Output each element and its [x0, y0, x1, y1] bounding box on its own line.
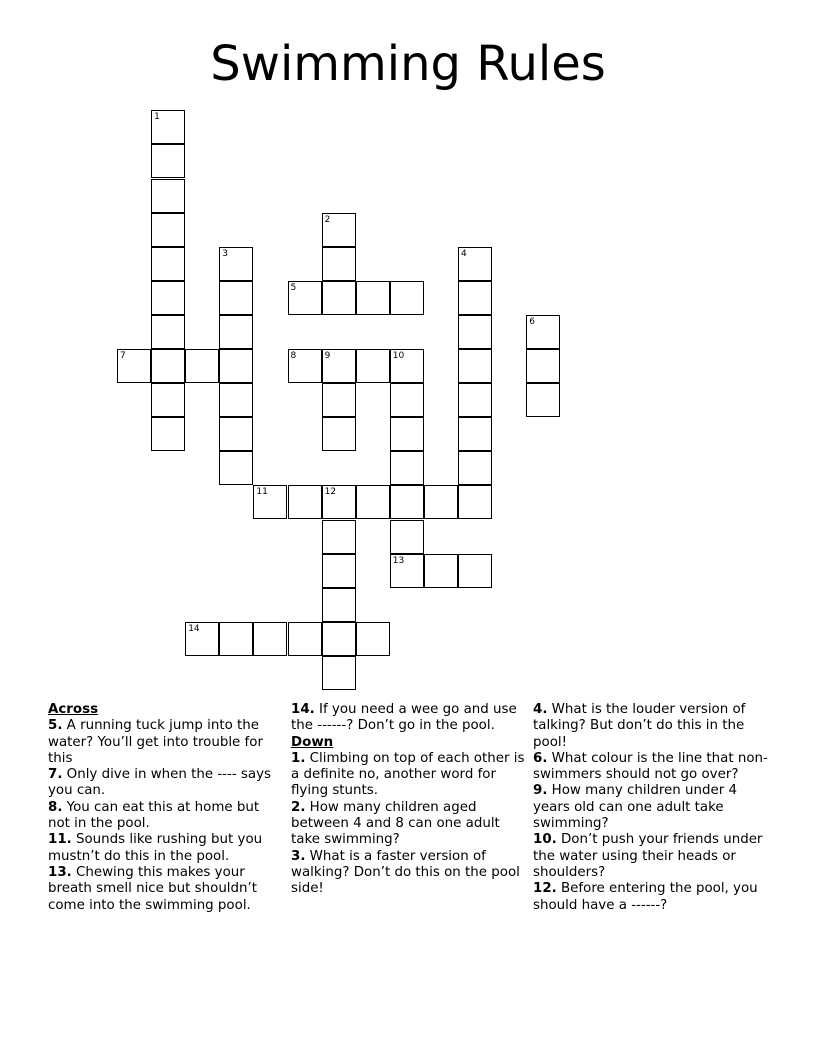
clue-number-7: 7	[120, 351, 126, 361]
crossword-cell[interactable]	[526, 349, 560, 383]
clue-item-number: 12.	[533, 881, 557, 897]
crossword-cell[interactable]	[458, 451, 492, 485]
clue-item	[533, 881, 769, 914]
crossword-cell[interactable]	[322, 281, 356, 315]
clue-item	[533, 702, 769, 751]
clue-number-14: 14	[188, 623, 200, 634]
clue-item	[48, 800, 284, 833]
crossword-cell[interactable]	[390, 520, 424, 554]
clue-item-text: Sounds like rushing but you mustn’t do this in the pool.	[48, 832, 263, 864]
crossword-cell[interactable]	[219, 451, 253, 485]
down-clue-list-continued	[533, 702, 769, 914]
clue-item	[48, 865, 284, 914]
crossword-cell[interactable]	[322, 520, 356, 554]
clue-number-11: 11	[256, 487, 268, 498]
clue-item-text: What is a faster version of walking? Don’t do this on the pool side!	[291, 848, 520, 897]
clue-item-number: 10.	[533, 832, 557, 848]
crossword-cell[interactable]	[458, 417, 492, 451]
crossword-cell[interactable]	[322, 417, 356, 451]
clue-number-13: 13	[392, 555, 405, 566]
clue-number-3: 3	[222, 248, 229, 259]
clue-item-number: 3.	[291, 848, 306, 864]
clue-item-number: 2.	[291, 799, 306, 815]
clue-number-5: 5	[290, 282, 297, 293]
crossword-cell[interactable]	[356, 281, 390, 315]
across-heading: Across	[48, 702, 99, 717]
crossword-cell[interactable]	[322, 588, 356, 622]
clue-item	[48, 718, 284, 767]
clue-item-number: 13.	[48, 864, 72, 880]
crossword-cell[interactable]	[390, 383, 424, 417]
across-clue-list-continued	[291, 702, 527, 735]
crossword-cell[interactable]	[458, 315, 492, 349]
clue-item	[291, 800, 527, 849]
crossword-cell[interactable]	[390, 417, 424, 451]
clue-item-text: Only dive in when the ---- says you can.	[48, 767, 272, 799]
crossword-cell[interactable]	[219, 349, 253, 383]
crossword-cell[interactable]	[151, 144, 185, 178]
clue-item-number: 14.	[291, 702, 315, 717]
clue-item-number: 4.	[533, 702, 548, 717]
clue-item-text: Before entering the pool, you should have a ------?	[533, 881, 758, 913]
crossword-cell[interactable]	[288, 485, 322, 519]
clue-item	[533, 832, 769, 881]
crossword-cell[interactable]	[151, 417, 185, 451]
crossword-cell[interactable]	[322, 247, 356, 281]
crossword-cell[interactable]	[424, 554, 458, 588]
clue-item-number: 11.	[48, 832, 72, 848]
clue-item-text: How many children under 4 years old can one adult take swimming?	[533, 783, 738, 832]
crossword-cell[interactable]	[322, 656, 356, 690]
crossword-cell[interactable]	[458, 485, 492, 519]
clue-number-10: 10	[392, 351, 405, 361]
clue-item-text: How many children aged between 4 and 8 can one adult take swimming?	[291, 799, 500, 848]
crossword-cell[interactable]	[151, 349, 185, 383]
clue-number-2: 2	[324, 214, 331, 225]
crossword-cell[interactable]	[219, 281, 253, 315]
clue-number-12: 12	[324, 487, 337, 498]
clue-number-4: 4	[461, 248, 467, 259]
clue-item-number: 8.	[48, 799, 63, 815]
crossword-cell[interactable]	[151, 247, 185, 281]
clue-number-1: 1	[154, 112, 160, 123]
clue-item-number: 6.	[533, 750, 548, 766]
clue-number-6: 6	[529, 316, 535, 327]
clue-item	[291, 751, 527, 800]
puzzle-title: Swimming Rules	[210, 36, 606, 92]
clue-item-number: 5.	[48, 718, 63, 734]
clues-column-2	[291, 702, 527, 898]
crossword-cell[interactable]	[458, 281, 492, 315]
crossword-cell[interactable]	[151, 213, 185, 247]
crossword-cell[interactable]	[356, 349, 390, 383]
clue-item-text: You can eat this at home but not in the pool.	[48, 799, 260, 832]
clue-item	[48, 832, 284, 865]
clue-item-number: 1.	[291, 750, 306, 766]
clues-column-3	[533, 702, 769, 914]
clue-item	[533, 783, 769, 832]
crossword-cell[interactable]	[151, 281, 185, 315]
down-heading: Down	[291, 734, 334, 750]
clue-number-9: 9	[324, 351, 331, 361]
clue-item	[291, 849, 527, 898]
crossword-cell[interactable]	[424, 485, 458, 519]
crossword-cell[interactable]	[322, 554, 356, 588]
clue-item-text: What colour is the line that non-swimmers should not go over?	[533, 750, 768, 783]
crossword-cell[interactable]	[526, 383, 560, 417]
crossword-cell[interactable]	[219, 417, 253, 451]
crossword-cell[interactable]	[322, 622, 356, 656]
crossword-cell[interactable]	[185, 349, 219, 383]
crossword-cell[interactable]	[356, 622, 390, 656]
crossword-cell[interactable]	[458, 554, 492, 588]
crossword-cell[interactable]	[219, 315, 253, 349]
down-clue-list	[291, 751, 527, 898]
crossword-cell[interactable]	[219, 622, 253, 656]
clue-item-text: If you need a wee go and use the ------? Don’t go in the pool.	[291, 702, 517, 734]
clue-number-8: 8	[290, 351, 297, 361]
clue-item-text: Don’t push your friends under the water using their heads or shoulders?	[533, 832, 763, 880]
crossword-cell[interactable]	[390, 451, 424, 485]
clue-item-number: 9.	[533, 783, 548, 799]
clue-item-number: 7.	[48, 767, 63, 783]
clue-item-text: Climbing on top of each other is a definite no, another word for flying stunts.	[291, 750, 525, 799]
crossword-cell[interactable]	[390, 485, 424, 519]
crossword-cell[interactable]	[151, 179, 185, 213]
crossword-cell[interactable]	[390, 281, 424, 315]
clue-item	[48, 767, 284, 800]
crossword-cell[interactable]	[458, 349, 492, 383]
crossword-cell[interactable]	[288, 622, 322, 656]
crossword-cell[interactable]	[253, 622, 287, 656]
crossword-cell[interactable]	[219, 383, 253, 417]
crossword-cell[interactable]	[356, 485, 390, 519]
clue-item	[291, 702, 527, 735]
crossword-cell[interactable]	[151, 383, 185, 417]
clue-item-text: Chewing this makes your breath smell nice but shouldn’t come into the swimming pool.	[48, 864, 258, 913]
crossword-cell[interactable]	[458, 383, 492, 417]
crossword-cell[interactable]	[151, 315, 185, 349]
clue-item-text: A running tuck jump into the water? You’ll get into trouble for this	[48, 718, 263, 766]
clue-item-text: What is the louder version of talking? But don’t do this in the pool!	[533, 702, 746, 750]
crossword-cell[interactable]	[322, 383, 356, 417]
across-clue-list	[48, 718, 284, 914]
clues-column-1	[48, 702, 284, 914]
clue-item	[533, 751, 769, 784]
